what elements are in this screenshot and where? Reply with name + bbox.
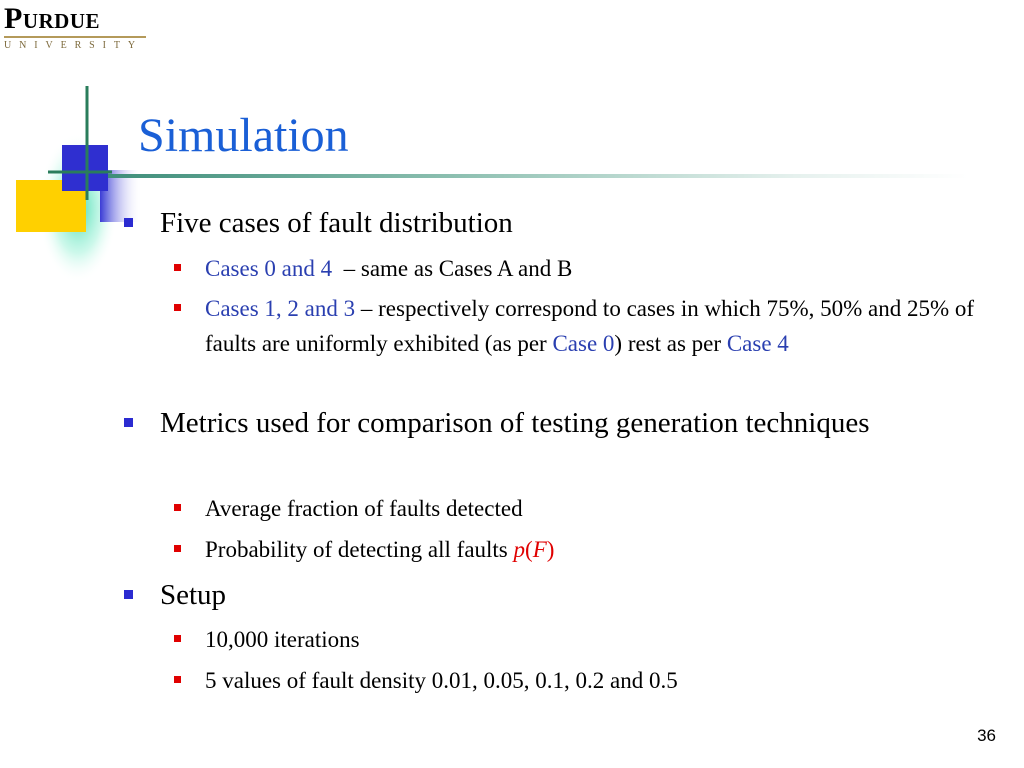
- sub-bullet-fault-density: [205, 663, 980, 698]
- highlight-text: Cases 0 and 4: [205, 256, 333, 281]
- bullet-setup: [160, 575, 980, 615]
- sub-bullet-square: [174, 545, 181, 552]
- sub-bullet-square: [174, 504, 181, 511]
- bullet-metrics: [160, 403, 980, 443]
- highlight-text: Cases 1, 2 and 3: [205, 296, 356, 321]
- sub-bullet-cases-1-2-3: [205, 291, 980, 361]
- math-p: p: [513, 537, 526, 562]
- title-underline: [108, 174, 968, 178]
- bullet-fault-distribution: [160, 203, 980, 243]
- sub-bullet-text: 10,000 iterations: [205, 627, 360, 652]
- sub-bullet-square: [174, 635, 181, 642]
- sub-bullet-text: ) rest as per: [614, 331, 727, 356]
- sub-bullet-average-fraction: [205, 491, 980, 526]
- bullet-text: Metrics used for comparison of testing generation techniques: [160, 407, 870, 439]
- bullet-square: [124, 218, 133, 227]
- page-number: 36: [977, 726, 996, 745]
- highlight-text: Case 0: [552, 331, 615, 356]
- sub-bullet-square: [174, 264, 181, 271]
- highlight-text: Case 4: [726, 331, 789, 356]
- sub-bullet-iterations: [205, 622, 980, 657]
- logo-subtitle: UNIVERSITY: [4, 40, 143, 51]
- bullet-square: [124, 590, 133, 599]
- sub-bullet-text: – respectively correspond to cases in which 75%, 50% and 25% of faults are uniformly exhibited (as per: [205, 296, 975, 356]
- sub-bullet-text: – same as Cases A and B: [332, 256, 573, 281]
- bullet-text: Setup: [160, 579, 227, 611]
- sub-bullet-cases-0-4: [205, 251, 980, 286]
- sub-bullet-probability: [205, 532, 980, 567]
- sub-bullet-text: Probability of detecting all faults: [205, 537, 514, 562]
- math-F: F: [532, 537, 547, 562]
- math-paren: ): [546, 537, 555, 562]
- blue-square: [62, 145, 108, 191]
- decorative-squares: [0, 0, 160, 300]
- bullet-text: Five cases of fault distribution: [160, 207, 513, 239]
- sub-bullet-square: [174, 304, 181, 311]
- sub-bullet-text: 5 values of fault density 0.01, 0.05, 0.1, 0.2 and 0.5: [205, 668, 678, 693]
- logo-wordmark: Purdue: [4, 2, 100, 35]
- sub-bullet-square: [174, 676, 181, 683]
- sub-bullet-text: Average fraction of faults detected: [205, 496, 523, 521]
- bullet-square: [124, 418, 133, 427]
- math-paren: (: [525, 537, 533, 562]
- slide-title: Simulation: [138, 109, 349, 162]
